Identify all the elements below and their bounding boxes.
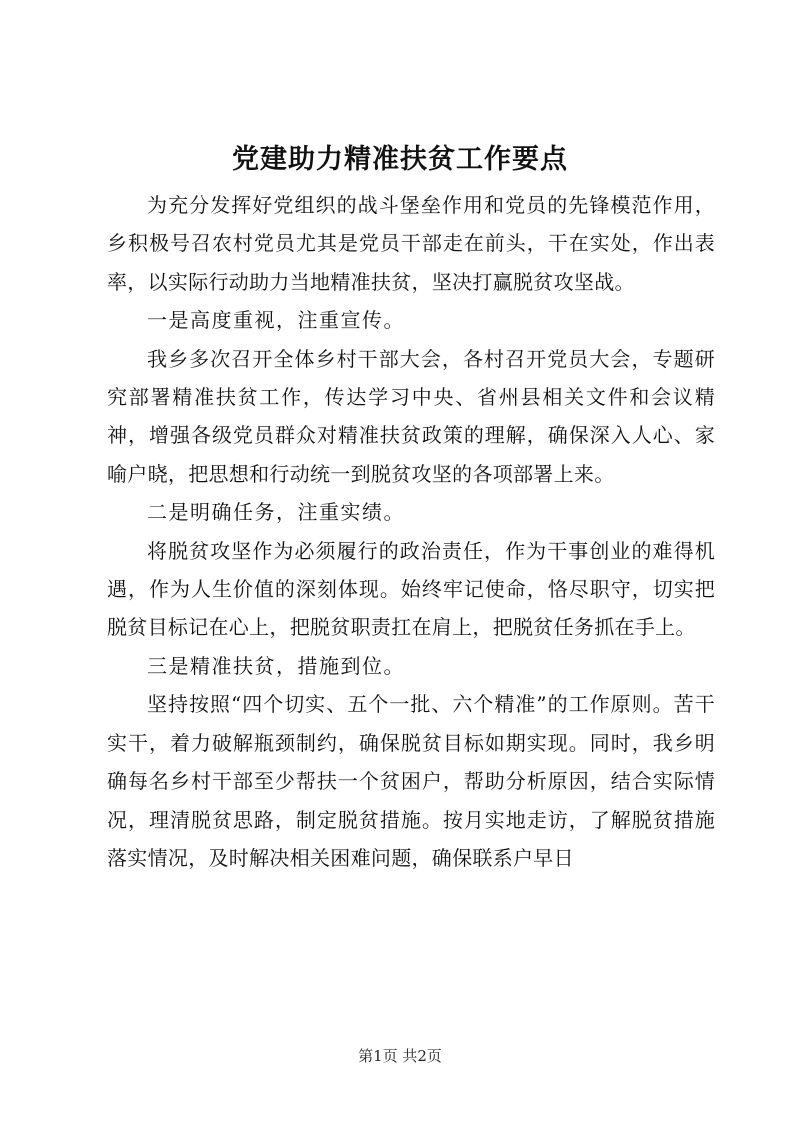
document-body [107,186,715,877]
section-paragraph-1: 我乡多次召开全体乡村干部大会，各村召开党员大会，专题研究部署精准扶贫工作，传达学习中央、省州县相关文件和会议精神，增强各级党员群众对精准扶贫政策的理解，确保深入人心、家喻户晓，把思想和行动统一到脱贫攻坚的各项部署上来。 [107,346,715,486]
section-paragraph-2: 将脱贫攻坚作为必须履行的政治责任，作为干事创业的难得机遇，作为人生价值的深刻体现。始终牢记使命，恪尽职守，切实把脱贫目标记在心上，把脱贫职责扛在肩上，把脱贫任务抓在手上。 [107,538,715,640]
section-paragraph-3: 坚持按照“四个切实、五个一批、六个精准”的工作原则。苦干实干，着力破解瓶颈制约，确保脱贫目标如期实现。同时，我乡明确每名乡村干部至少帮扶一个贫困户，帮助分析原因，结合实际情况，理清脱贫思路，制定脱贫措施。按月实地走访，了解脱贫措施落实情况，及时解决相关困难问题，确保联系户早日 [107,692,715,870]
section-heading-2: 二是明确任务，注重实绩。 [147,500,405,525]
page-number-footer: 第1页 共2页 [358,1047,442,1065]
section-heading-1: 一是高度重视，注重宣传。 [147,308,405,333]
intro-paragraph: 为充分发挥好党组织的战斗堡垒作用和党员的先锋模范作用，乡积极号召农村党员尤其是党员干部走在前头，干在实处，作出表率，以实际行动助力当地精准扶贫，坚决打赢脱贫攻坚战。 [107,193,715,294]
document-title: 党建助力精准扶贫工作要点 [232,144,568,175]
section-heading-3: 三是精准扶贫，措施到位。 [147,653,405,678]
